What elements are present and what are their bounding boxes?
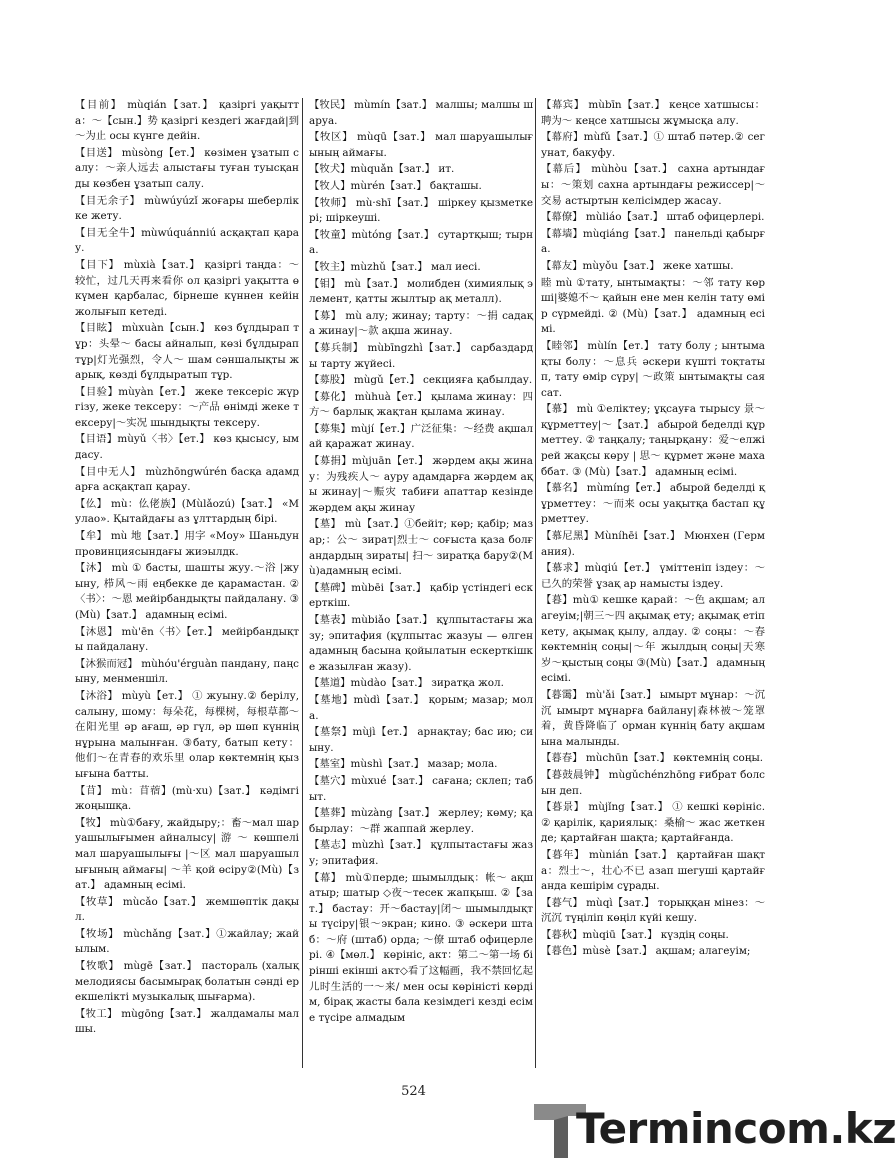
dictionary-entry: 【墓祭】mùjì【ет.】 арнақтау; бас ию; сиыну. [309,726,533,754]
dictionary-entry: 【牧犬】mùquǎn【зат.】 ит. [309,163,455,176]
dictionary-entry: 【幕府】mùfǔ【зат.】① штаб пәтер.② сегунат, бакуфу. [541,131,765,159]
dictionary-entry: 【墓地】mùdì【зат.】 қорым; мазар; мола. [309,693,533,722]
dictionary-entry: 【牧工】 mùgōng【зат.】 жалдамалы малшы. [75,1007,299,1036]
dictionary-entry: 【目验】mùyàn【ет.】 жеке тексеріс жүргізу, жеке тексеру：～产品 өнімді жеке тексеру|～实况 шындықты тексеру. [75,385,299,429]
dictionary-entry: 【募】 mù алу; жинау; тартy：～捐 садақа жинау|～款 ақша жинау. [309,309,533,338]
dictionary-entry: 【牧民】 mùmín【зат.】 малшы; малшы шаруа. [309,99,533,127]
dictionary-entry: 【暮气】 mùqì【зат.】 торыққан мінез：～沉沉 түңіліп көңіл күйі кешу. [541,896,765,925]
dictionary-entry: 【目无余子】 mùwúyúzǐ жоғары шеберлікке жету. [75,194,299,223]
column-2 [309,98,533,1027]
dictionary-entry: 【牧童】mùtóng【зат.】 сутартқыш; тырна. [309,228,533,257]
dictionary-entry: 【暮鼓晨钟】 mùgǔchénzhōng ғибрат болсын деп. [541,768,765,797]
dictionary-entry: 【幕僚】 mùliáo【зат.】 штаб офицерлерi. [541,211,765,224]
dictionary-entry: 【墓穴】mùxué【зат.】 сағана; склеп; табыт. [309,774,533,803]
dictionary-entry: 【幕友】mùyǒu【зат.】 жеке хатшы. [541,259,734,272]
dictionary-entry: 【目中无人】 mùzhōngwúrén басқа адамдарға асқақтап қарау. [75,465,299,494]
dictionary-entry: 【墓室】mùshì【зат.】 мазар; мола. [309,758,498,771]
dictionary-entry: 【目眩】 mùxuàn【сын.】 көз бұлдырап тұр：头晕～ басы айналып, көзі бұлдырап тұр|灯光强烈，令人～ шам сәншалықты жарық, көзді бұлдыратып тұр. [75,322,299,382]
dictionary-entry: 【幕宾】 mùbīn【зат.】 кеңсе хатшысы：聘为～ кеңсе хатшысы жұмысқа алу. [541,99,765,127]
dictionary-entry: 【幕墙】mùqiáng【зат.】 панельді қабырға. [541,227,765,256]
dictionary-entry: 【墓表】mùbiǎo【зат.】 құлпытастағы жазу; эпитафия (құлпытас жазуы — өлген адамның басына қойылатын ескерткішке жазылған жазу). [309,614,533,673]
page-number: 524 [401,1084,426,1099]
dictionary-entry: 【目送】 mùsòng【ет.】 көзімен ұзатып салу：～亲人远去 алыстағы туған туысқанды көзбен ұзатып салу. [75,146,299,190]
dictionary-entry: 【墓】 mù【зат.】①бейіт; көр; қабір; мазар;：公～ зират|烈士～ соғыста қаза болғандардың зираты| 扫～ зиратқа бару②(Mù)адамның есімі. [309,518,533,578]
dictionary-entry: 【牧人】mùrén【зат.】 бақташы. [309,179,482,192]
dictionary-entry: 【钼】 mù【зат.】 молибден (химиялық элемент, қатты жылтыр ақ металл). [309,277,533,306]
dictionary-entry: 【牧草】 mùcǎo【зат.】 жемшөптік дақыл. [75,895,299,924]
dictionary-entry: 睦 mù ①тату, ынтымақты：～邻 тату көрші|婆媳不～ қайын ене мен келін тату өмір сүрмейді. ② (Mù)【зат.】 адамның есімі. [541,276,765,336]
dictionary-entry: 【目下】 mùxià【зат.】 қазіргі таңда：～较忙，过几天再来看你 ол қазіргі уақытта өкүмен қарбалас, бірнеше күннен кейін жолығып кетеді. [75,258,299,318]
dictionary-entry: 【募兵制】 mùbīngzhì【зат.】 сарбаздарды тарту жүйесі. [309,341,533,370]
dictionary-entry: 【慕名】 mùmíng【ет.】 абырой беделді құрметтеу：～而来 осы уақытқа бастап құрметтеу. [541,482,765,526]
dictionary-entry: 【墓志】mùzhì【зат.】 құлпытастағы жазу; эпитафия. [309,839,533,867]
dictionary-entry: 【沐恩】 mù'ēn〈书〉【ет.】 мейірбандықты пайдалану. [75,625,299,654]
dictionary-entry: 【仫】 mù：仫佬族】(Mùlǎozú)【зат.】 «Мулао». Қытайдағы аз ұлттардың бірі. [75,497,299,526]
logo-text: Termincom.kz [576,1104,896,1153]
dictionary-entry: 【墓碑】mùbēi【зат.】 қабір үстіндегі ескерткіш. [309,581,533,610]
dictionary-entry: 【牧歌】 mùgē【зат.】 пастораль (халық мелодиясы басымырақ болатын сәнді ерекшелікті музыкалық шығарма). [75,960,299,1004]
dictionary-entry: 【募集】mùjí【ет.】广泛征集：～经费 ақшалай қаражат жинау. [309,422,533,451]
dictionary-entry: 【暮色】mùsè【зат.】 ақшам; алагеуім; [541,945,751,958]
dictionary-entry: 【墓葬】mùzàng【зат.】 жерлеу; көму; қабырлау：～群 жаппай жерлеу. [309,807,533,835]
column-1 [75,98,299,1039]
dictionary-entry: 【睦邻】 mùlín【ет.】 тату болу ; ынтымақты болу：～息兵 әскери күшті тоқтатып, тату өмір сүру| ～政策 ынтымақты саясат. [541,339,765,399]
dictionary-entry: 【沐猴而冠】 mùhóu'érguàn пандану, паңсыну, менменшіл. [75,657,299,686]
dictionary-entry: 【暮秋】mùqiū【зат.】 күздің соңы. [541,928,729,941]
dictionary-entry: 【牧区】 mùqū【зат.】 мал шаруашылығының аймағы. [309,131,533,159]
column-divider [535,98,536,1068]
dictionary-entry: 【墓道】mùdào【зат.】 зиратқа жол. [309,677,504,690]
dictionary-entry: 【募化】 mùhuà【ет.】 қылама жинау：四方～ барлық жақтан қылама жинау. [309,390,533,419]
dictionary-entry: 【沐浴】 mùyù【ет.】 ① жуыну.② берілу, салыну, шому：每朵花，每棵树，每根草都～在阳光里 әр ағаш, әр гүл, әр шөп күннің нұрына малынған. ③бату, батып кету：他们～在青春的欢乐里 олар көктемнің қызығына батты. [75,689,299,780]
dictionary-entry: 【沐】 mù ① басты, шашты жуу.～浴 |жуыну, 栉风～雨 еңбекке де қарамастан. ②〈书〉：～恩 мейірбандықты пайдалану. ③ (Mù)【зат.】 адамның есімі. [75,562,299,621]
dictionary-entry: 【苜】 mù：苜蓿】(mù·xu)【зат.】 кәдімгі жоңышқа. [75,784,299,813]
dictionary-entry: 【慕求】mùqiú【ет.】 үміттеніп іздеу：～已久的荣誉 ұзақ ар намысты іздеу. [541,562,765,590]
dictionary-entry: 【募捐】mùjuān【ет.】 жәрдем ақы жинау：为残疾人～ аурy адамдарға жәрдем ақы жинау|～赈灾 табиғи апаттар кезінде жәрдем ақы жинау [309,455,533,514]
dictionary-entry: 【募股】 mùgǔ【ет.】 секцияға қабылдау. [309,374,533,387]
dictionary-entry: 【牟】 mù 地【зат.】用字 «Моу» Шаньдун провинциясындағы жиэылдк. [75,530,299,558]
dictionary-entry: 【慕尼黑】Mùníhēi【зат.】 Мюнхен (Германия). [541,530,765,558]
dictionary-entry: 【牧场】 mùchǎng【зат.】①жайлау; жайылым. [75,927,299,956]
dictionary-entry: 【幕后】 mùhòu【зат.】 сахна артындағы：～策划 сахна артындағы режиссер|～交易 астыртын келісімдер жасау. [541,163,765,207]
column-3 [541,98,765,961]
dictionary-entry: 【暮年】 mùnián【зат.】 қартайған шақта：烈士～，壮心不已 азап шегуші қартайғанда кешірім сұрады. [541,848,765,893]
dictionary-entry: 【牧主】mùzhǔ【зат.】 мал иесі. [309,260,481,273]
dictionary-entry: 【暮霭】 mù'ǎi【зат.】 ымырт мұнар：～沉沉 ымырт мұнарға байлану|森林被～笼罩着，黄昏降临了 орман күннің бату ақшамына малынды. [541,688,766,748]
column-divider [302,98,303,1068]
dictionary-entry: 【暮】mù① кешке қарай：～色 ақшам; алагеуім;|朝三～四 ақымақ ету; ақымақ етіп кету, ақымақ қылу, алдау. ② соңы：～春 көктемнің соңы|～年 жылдың соңы|天寒岁～қыстың соңы ③(Mù)【зат.】 адамның есімі. [541,594,765,685]
dictionary-entry: 【牧】 mù①бағу, жайдыру;：畜～мал шаруашылығымен айналысу| 游 ～ көшпелі мал шаруашылығы |～区 мал шаруашылығының аймағы| ～羊 қой өсіру②(Mù)【зат.】 адамның есімі. [75,816,299,892]
termincom-logo[interactable] [528,1098,896,1162]
dictionary-entry: 【慕】 mù ①еліктеу; ұқсауға тырысу 景～ құрметтеу|～【зат.】 абырой беделді құрметтеу. ② таңқалу; таңырқану：爱～елжірей жақсы көру | 思～ құрмет және махаббат. ③ (Mù)【зат.】 адамның есімі. [541,403,765,478]
dictionary-entry: 【牧师】 mù·shī【зат.】 шіркеу қызметкері; шіркеуші. [309,196,533,225]
dictionary-entry: 【目无全牛】mùwúquánniú асқақтап қарау. [75,226,299,255]
dictionary-entry: 【目前】 mùqián【зат.】 қазіргі уақытта：～【сын.】势 қазіргі кездегі жағдай|到～为止 осы күнге дейін. [75,99,299,143]
dictionary-entry: 【目语】mùyǔ〈书〉【ет.】 көз қысысу, ымдасу. [75,433,299,462]
dictionary-entry: 【暮春】 mùchūn【зат.】 көктемнің соңы. [541,752,764,765]
dictionary-entry: 【幕】 mù①перде; шымылдық：帐～ ақшатыр; шатыр ◇夜～тесек жапқыш. ②【зат.】 бастау：开～бастау|闭～ шымылдықты түсіру|银～экран; кино. ③ әскери штаб：～府 (штаб) орда; ～僚 штаб офицерлері. ④【мөл.】 көрініс, акт：第二～第一场 бірінші екінші акт◇看了这幅画，我不禁回忆起儿时生活的一～来/ мен осы көріністі көрдім, бірақ жасты бала кезімдегі кезді есіме түсіре алмадым [309,871,533,1024]
dictionary-entry: 【暮景】 mùjǐng【зат.】 ① кешкі көрініс. ② қарілік, қариялық：桑榆～ жас жеткенде; қартайған шақта; қартайғанда. [541,801,765,845]
